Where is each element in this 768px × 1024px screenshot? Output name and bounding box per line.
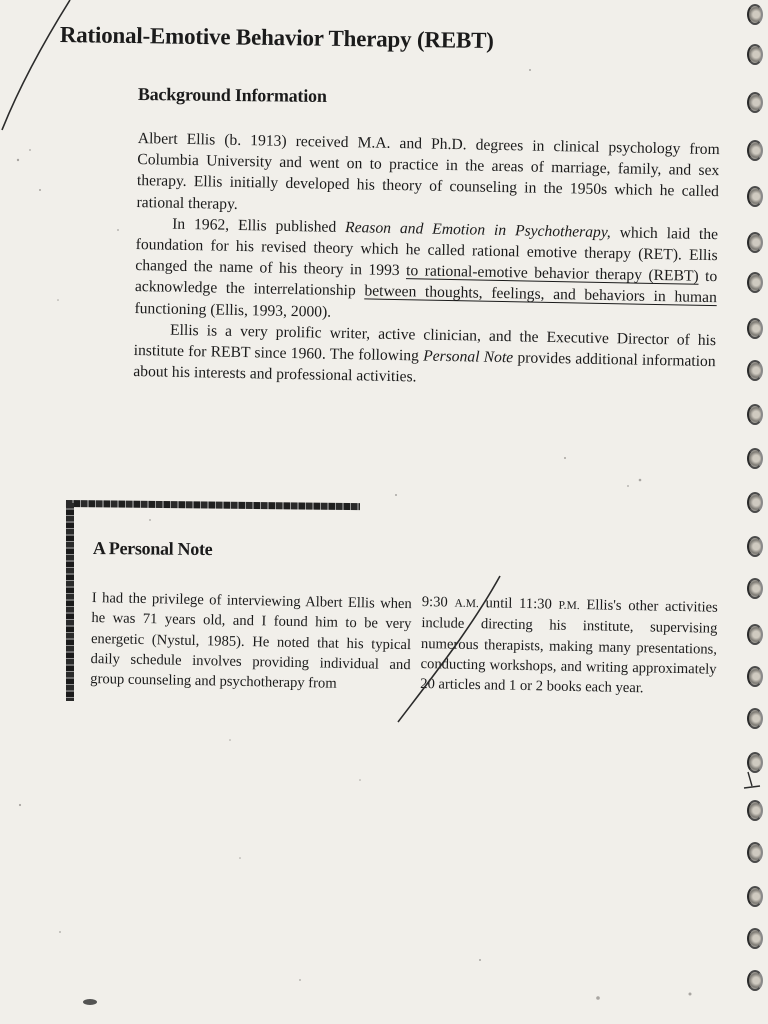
binding-ring [747,140,763,161]
am-label: A.M. [454,597,479,611]
paragraph-2-middle: which laid the foundation for his revised theory which he called rational emotive therapy (RET). Ellis changed the name of his theory in 1993 [135,223,719,280]
binding-ring [747,4,763,25]
underlined-thoughts-phrase: between thoughts, feelings, and behaviors in human [364,282,718,307]
personal-note-right-column [420,592,718,700]
spiral-binding [738,0,768,1024]
binding-ring [747,404,763,425]
binding-ring [747,232,763,253]
pm-label: P.M. [558,599,580,613]
right-column-text: Ellis's other activities include directing his institute, supervising numerous therapists, making many presentations, conducting workshops, and writing approximately 20 articles and 1 or 2 books each year. [420,597,718,697]
binding-ring [747,624,763,645]
time-end: 11:30 [518,595,552,613]
binding-ring [747,886,763,907]
book-title: Reason and Emotion in Psychotherapy, [344,218,611,241]
paragraph-1: Albert Ellis (b. 1913) received M.A. and Ph.D. degrees in clinical psychology from Columbia University and went on to practice in the areas of marriage, family, and sex therapy. Ellis initially developed his theory of counseling in the 1950s which he called rational therapy. [136,129,720,213]
binding-ring [747,92,763,113]
binding-ring [747,318,763,339]
personal-note-reference: Personal Note [423,347,514,367]
binding-ring [747,666,763,687]
binding-ring [747,578,763,599]
binding-ring [747,752,763,773]
until-word: until [478,595,520,612]
paragraph-2 [134,213,718,330]
paragraph-2-intro: In 1962, Ellis published [172,215,346,236]
binding-ring [747,842,763,863]
section-heading: Background Information [137,84,327,106]
smudge-mark [83,999,97,1005]
binding-ring [747,708,763,729]
box-side-rule [66,503,74,701]
paragraph-3-start: Ellis is a very prolific writer, active clinician, and the Executive Director of his institute for REBT since 1960. The following [133,321,717,365]
binding-ring [747,448,763,469]
paragraph-2-bridge: to acknowledge the interrelationship [134,268,718,300]
binding-ring [747,44,763,65]
binding-ring [747,928,763,949]
paragraph-3 [133,319,716,394]
binding-ring [747,272,763,293]
binding-ring [747,800,763,821]
time-start: 9:30 [421,593,448,611]
binding-ring [747,536,763,557]
box-top-rule [66,500,360,510]
page-title: Rational-Emotive Behavior Therapy (REBT) [59,22,494,54]
paragraph-3-end: provides additional information about his interests and professional activities. [133,349,716,386]
background-text [133,128,720,394]
binding-ring [747,360,763,381]
personal-note-heading: A Personal Note [92,538,213,560]
personal-note-left-column: I had the privilege of interviewing Albert Ellis when he was 71 years old, and I found him to be very energetic (Nystul, 1985). He noted that his typical daily schedule involves providing individual and group counseling and psychotherapy from [90,589,412,692]
binding-ring [747,970,763,991]
paragraph-2-end: functioning (Ellis, 1993, 2000). [134,299,332,321]
binding-ring [747,492,763,513]
binding-ring [747,186,763,207]
underlined-rebt-phrase: to rational-emotive behavior therapy (REBT) [405,262,699,286]
margin-pen-stroke [2,0,70,130]
